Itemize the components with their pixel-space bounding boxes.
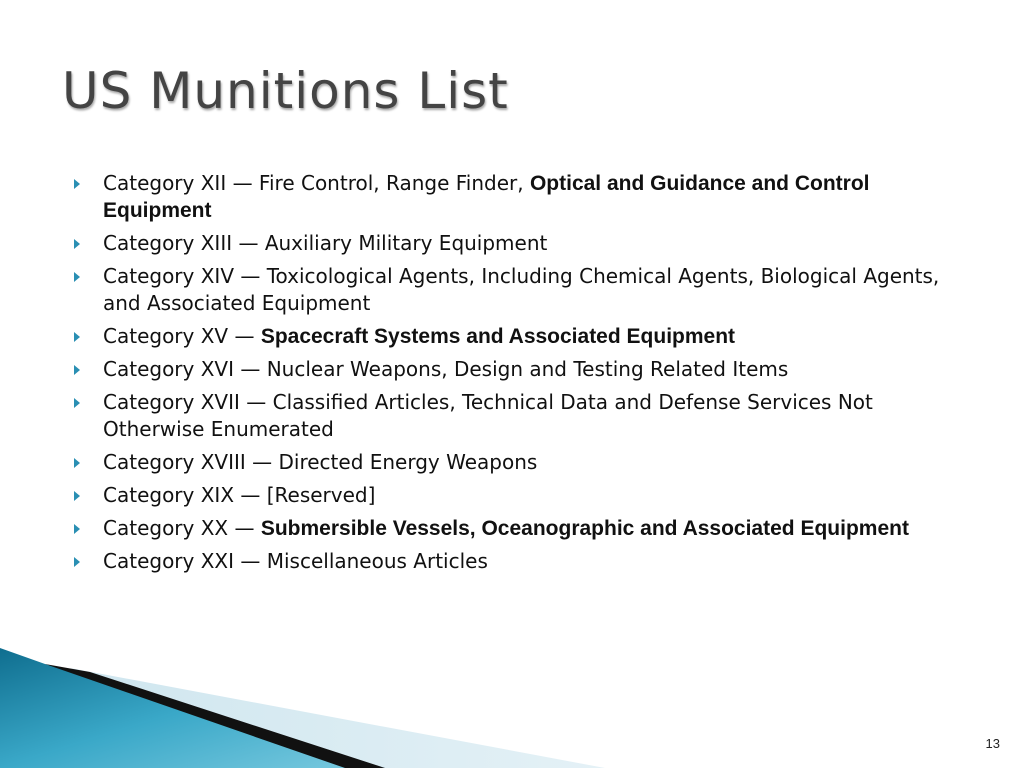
bullet-bold-text: Submersible Vessels, Oceanographic and Associated Equipment [260,517,909,540]
bullet-text: Category XX — [103,516,261,540]
bullet-text: Category XVI — Nuclear Weapons, Design and Testing Related Items [103,357,789,381]
slide-title: US Munitions List [62,62,509,120]
page-number: 13 [985,736,1000,751]
bullet-text: Category XII — Fire Control, Range Finder, [103,171,530,195]
bullet-bold-text: Optical and Guidance and Control Equipment [103,172,870,222]
bullet-text: Category XIV — Toxicological Agents, Including Chemical Agents, Biological Agents, and Associated Equipment [103,264,940,315]
bullet-text: Category XV — [103,324,261,348]
bullet-bold-text: Spacecraft Systems and Associated Equipment [260,325,736,348]
bullet-text: Category XVIII — Directed Energy Weapons [103,450,538,474]
bullet-text: Category XIII — Auxiliary Military Equipment [103,231,548,255]
bullet-text: Category XXI — Miscellaneous Articles [103,549,488,573]
bullet-text: Category XVII — Classified Articles, Technical Data and Defense Services Not Otherwise Enumerated [103,390,873,441]
bullet-text: Category XIX — [Reserved] [103,483,376,507]
